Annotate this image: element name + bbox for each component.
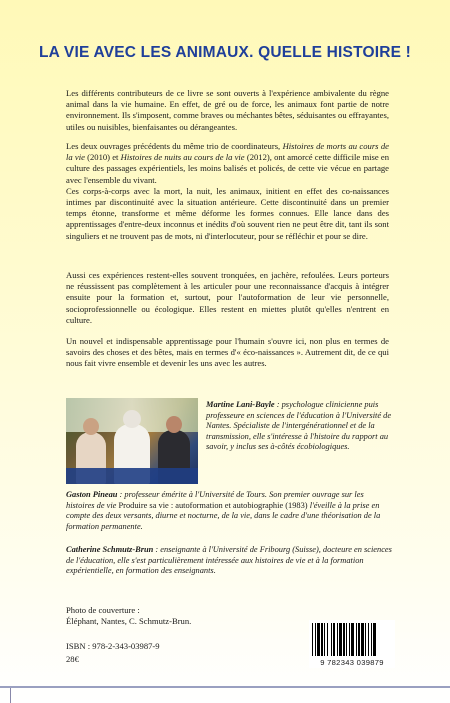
barcode [309,620,395,668]
coordinators-photo [66,398,198,484]
bio-text: l'éveille à la prise en compte des deux versants, diurne et nocturne, de la vie, dans le cadre d'une théorisation de la formation permanente. [66,500,381,531]
isbn: ISBN : 978-2-343-03987-9 [66,641,160,651]
p2-text-b: (2010) et [84,152,121,163]
author-name: Martine Lani-Bayle [206,400,275,409]
corner-mark [10,688,11,703]
cover-photo-credit [66,605,266,627]
bio-lani-bayle [206,400,392,453]
price: 28€ [66,654,79,664]
book-title-nuits: Histoires de nuits au cours de la vie [120,152,245,163]
p2-text-c: (2012), ont amorcé cette difficile mise en culture des passages expérientiels, les moins balisés et policés, de cette vie vécue en partage avec l'ensemble du vivant. [66,152,389,185]
paragraph-previous-works [66,141,389,242]
bio-text: : psychologue clinicienne puis professeure en sciences de l'éducation à l'Université de Nantes. Spécialiste de l'intergénérationnel et de la transmission, elle s'intéresse à l'histoire du rapport au savoir, y inclus ses à-côtés écobiologiques. [206,400,392,452]
bio-pineau [66,490,392,532]
book-title-morts: Histoires de morts au cours de la vie [66,141,389,163]
bio-text: : professeur émérite à l'Université de Tours. Son premier ouvrage sur les histoires de vie [66,490,364,510]
author-name: Gaston Pineau [66,490,118,499]
book-title-produire: Produire sa vie : autoformation et autobiographie (1983) [118,500,308,510]
p2-text-d: Ces corps-à-corps avec la mort, la nuit, les animaux, initient en effet des co-naissances intimes par discontinuité avec la situation antérieure. Cette discontinuité dans un premier temps étonne, transforme et même déforme les formes connues. Elle lance dans des apprentissages d'entre-deux inconnus et inédits d'où souvent rien ne peut être dit, tant ils sont singuliers et ne trouvent pas de mots, ni d'interlocuteur, pour se réfléchir et pour se dire. [66,185,389,241]
bio-schmutz-brun [66,545,392,577]
p2-text-a: Les deux ouvrages précédents du même trio de coordinateurs, [66,141,283,151]
credit-label: Photo de couverture : [66,605,140,615]
barcode-bars [312,623,392,656]
paragraph-intro: Les différents contributeurs de ce livre se sont ouverts à l'expérience ambivalente du règne animal dans la vie humaine. En effet, de gré ou de force, les animaux font partie de notre environnement. Ils s'imposent, comme braves ou méchantes bêtes, séduisantes ou effrayantes, utiles ou nuisibles, bienfaisantes ou dérangeantes. [66,88,389,132]
book-title: LA VIE AVEC LES ANIMAUX. QUELLE HISTOIRE ! [38,44,412,61]
paragraph-experiences: Aussi ces expériences restent-elles souvent tronquées, en jachère, refoulées. Leurs porteurs ne réussissent pas complètement à les articuler pour une reconnaissance d'acquis à intégrer ensuite pour la formation et, surtout, pour l'autoformation de leur vie personnelle, socioprofessionnelle ou écologique. Elles restent en miettes plutôt qu'elles n'entrent en culture. [66,270,389,325]
bio-text: : enseignante à l'Université de Fribourg (Suisse), docteure en sciences de l'éducation, elle s'est particulièrement intéressée aux histoires de vie et à la formation expérientielle, en formation des enseignants. [66,545,392,576]
paragraph-eco-naissances: Un nouvel et indispensable apprentissage pour l'humain s'ouvre ici, non plus en termes de savoirs des choses et des bêtes, mais en termes d'« éco-naissances ». Autrement dit, de ce qui nous fait vivre ensemble et devenir les uns avec les autres. [66,336,389,369]
credit-value: Éléphant, Nantes, C. Schmutz-Brun. [66,616,192,626]
bottom-rule [0,686,450,688]
author-name: Catherine Schmutz-Brun [66,545,154,554]
barcode-digits: 9 782343 039879 [320,658,384,667]
